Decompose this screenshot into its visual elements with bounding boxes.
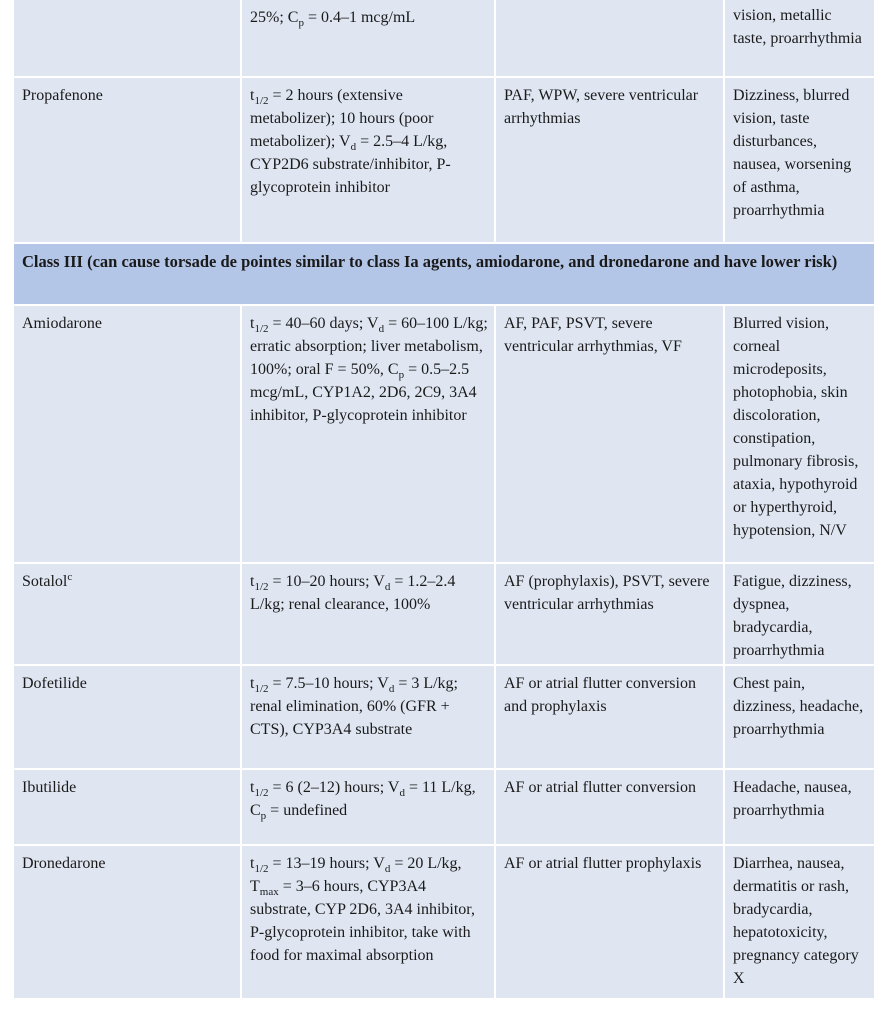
indication-cell: AF or atrial flutter prophylaxis [495,845,724,999]
adverse-effects-cell: Chest pain, dizziness, headache, proarrhythmia [724,665,874,769]
table-row [14,665,874,769]
indication-cell: PAF, WPW, severe ventricular arrhythmias [495,77,724,243]
adverse-effects-cell: Blurred vision, corneal microdeposits, photophobia, skin discoloration, constipation, pulmonary fibrosis, ataxia, hypothyroid or hyperthyroid, hypotension, N/V [724,305,874,563]
indication-cell: AF or atrial flutter conversion [495,769,724,845]
pharmacokinetics-cell: $t_{1/2} = 13-19$ hours; $V_d = 20$ L/kg, $T_{max} = 3-6$ hours, CYP3A4 substrate, CYP 2D6, 3A4 inhibitor, P-glycoprotein inhibitor, take with food for maximal absorption [241,845,495,999]
drug-name-cell: Dofetilide [14,665,241,769]
table-row [14,305,874,563]
pharmacokinetics-cell: $t_{1/2} = 40-60$ days; $V_d = 60-100$ L/kg; erratic absorption; liver metabolism, 100%; oral F = 50%, $C_p = 0.5-2.5$ mcg/mL, CYP1A2, 2D6, 2C9, 3A4 inhibitor, P-glycoprotein inhibitor [241,305,495,563]
drug-name-cell: Ibutilide [14,769,241,845]
adverse-effects-cell: Fatigue, dizziness, dyspnea, bradycardia, proarrhythmia [724,563,874,665]
drug-name-cell: Dronedarone [14,845,241,999]
pharmacokinetics-cell: $t_{1/2} = 6$ (2–12) hours; $V_d = 11$ L/kg, $C_p$ = undefined [241,769,495,845]
section-header-row [14,243,874,305]
indication-cell: AF or atrial flutter conversion and prophylaxis [495,665,724,769]
pharmacokinetics-cell: $t_{1/2} = 7.5-10$ hours; $V_d = 3$ L/kg; renal elimination, 60% (GFR + CTS), CYP3A4 substrate [241,665,495,769]
pharmacokinetics-cell: 25%; $C_p = 0.4-1$ mcg/mL [241,0,495,77]
indication-cell: AF, PAF, PSVT, severe ventricular arrhythmias, VF [495,305,724,563]
drug-name-cell: Propafenone [14,77,241,243]
adverse-effects-cell: Diarrhea, nausea, dermatitis or rash, bradycardia, hepatotoxicity, pregnancy category X [724,845,874,999]
adverse-effects-cell: Headache, nausea, proarrhythmia [724,769,874,845]
drug-name-cell: Sotalol$^c$ [14,563,241,665]
indication-cell: AF (prophylaxis), PSVT, severe ventricular arrhythmias [495,563,724,665]
class-iii-header: Class III (can cause torsade de pointes similar to class Ia agents, amiodarone, and dronedarone and have lower risk) [14,243,874,305]
table-row [14,563,874,665]
pharmacokinetics-cell: $t_{1/2} = 2$ hours (extensive metabolizer); 10 hours (poor metabolizer); $V_d = 2.5-4$ L/kg, CYP2D6 substrate/inhibitor, P-glycoprotein inhibitor [241,77,495,243]
pharmacokinetics-cell: $t_{1/2} = 10-20$ hours; $V_d = 1.2-2.4$ L/kg; renal clearance, 100% [241,563,495,665]
drug-name-cell: Amiodarone [14,305,241,563]
indication-cell [495,0,724,77]
table-row [14,769,874,845]
adverse-effects-cell: Dizziness, blurred vision, taste disturbances, nausea, worsening of asthma, proarrhythmia [724,77,874,243]
table-row [14,845,874,999]
table-row [14,77,874,243]
antiarrhythmic-table [14,0,874,1000]
adverse-effects-cell: vision, metallic taste, proarrhythmia [724,0,874,77]
drug-name-cell [14,0,241,77]
table-row [14,0,874,77]
